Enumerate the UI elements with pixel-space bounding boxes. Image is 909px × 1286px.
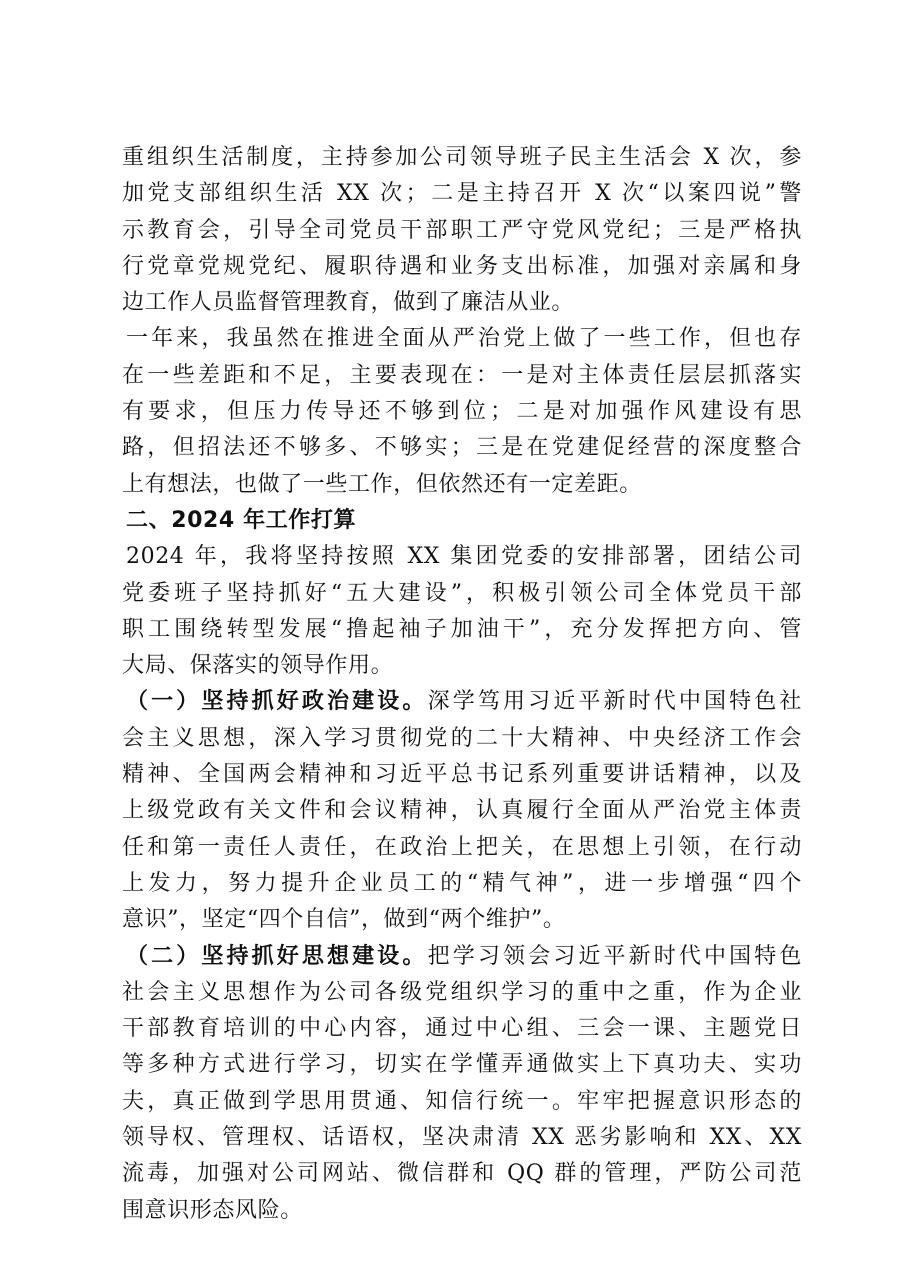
- text-line: 2024 年，我将坚持按照 XX 集团党委的安排部署，团结公司: [126, 544, 802, 570]
- paragraph-ideological-construction: [122, 939, 802, 1229]
- text-line: 在一些差距和不足，主要表现在：一是对主体责任层层抓落实: [122, 362, 802, 388]
- text-line: 干部教育培训的中心内容，通过中心组、三会一课、主题党日: [122, 1016, 802, 1042]
- paragraph-organization-life: [122, 140, 802, 321]
- text-line: [122, 684, 802, 720]
- text-line: [122, 939, 802, 975]
- text-line: 路，但招法还不够多、不够实；三是在党建促经营的深度整合: [122, 435, 802, 461]
- text-line: 精神、全国两会精神和习近平总书记系列重要讲话精神，以及: [122, 762, 802, 788]
- document-body: [122, 140, 802, 1229]
- subsection-title: （一）坚持抓好政治建设。: [126, 689, 428, 715]
- text-run: 把学习领会习近平新时代中国特色: [427, 943, 802, 969]
- text-line: 上发力，努力提升企业员工的“精气神”，进一步增强“四个: [122, 870, 802, 896]
- subsection-title: （二）坚持抓好思想建设。: [126, 943, 428, 969]
- paragraph-shortcomings: [122, 321, 802, 502]
- text-line: 示教育会，引导全司党员干部职工严守党风党纪；三是严格执: [122, 217, 802, 243]
- text-line: 党委班子坚持抓好“五大建设”，积极引领公司全体党员干部: [122, 580, 802, 606]
- text-run: 深学笃用习近平新时代中国特色社: [427, 689, 802, 715]
- text-line: 会主义思想，深入学习贯彻党的二十大精神、中央经济工作会: [122, 725, 802, 751]
- section-heading: 二、2024 年工作打算: [126, 507, 357, 533]
- text-line: 加党支部组织生活 XX 次；二是主持召开 X 次“以案四说”警: [122, 181, 802, 207]
- text-line: 大局、保落实的领导作用。: [122, 653, 394, 679]
- text-line: 上有想法，也做了一些工作，但依然还有一定差距。: [122, 471, 642, 497]
- text-line: 边工作人员监督管理教育，做到了廉洁从业。: [122, 290, 575, 316]
- text-line: 夫，真正做到学思用贯通、知信行统一。牢牢把握意识形态的: [122, 1088, 802, 1114]
- text-line: 任和第一责任人责任，在政治上把关，在思想上引领，在行动: [122, 834, 802, 860]
- text-line: 职工围绕转型发展“撸起袖子加油干”，充分发挥把方向、管: [122, 616, 802, 642]
- text-line: 社会主义思想作为公司各级党组织学习的重中之重，作为企业: [122, 979, 802, 1005]
- text-line: 领导权、管理权、话语权，坚决肃清 XX 恶劣影响和 XX、XX: [122, 1125, 802, 1151]
- text-line: 等多种方式进行学习，切实在学懂弄通做实上下真功夫、实功: [122, 1052, 802, 1078]
- text-line: 围意识形态风险。: [122, 1197, 303, 1223]
- text-line: 上级党政有关文件和会议精神，认真履行全面从严治党主体责: [122, 798, 802, 824]
- text-line: 有要求，但压力传导还不够到位；二是对加强作风建设有思: [122, 399, 802, 425]
- paragraph-political-construction: [122, 684, 802, 938]
- text-line: 重组织生活制度，主持参加公司领导班子民主生活会 X 次，参: [122, 145, 802, 170]
- text-line: 意识”，坚定“四个自信”，做到“两个维护”。: [122, 907, 566, 933]
- paragraph-2024-plan-intro: [122, 539, 802, 684]
- text-line: 流毒，加强对公司网站、微信群和 QQ 群的管理，严防公司范: [122, 1161, 802, 1187]
- text-line: 行党章党规党纪、履职待遇和业务支出标准，加强对亲属和身: [122, 253, 802, 279]
- text-line: 一年来，我虽然在推进全面从严治党上做了一些工作，但也存: [126, 326, 802, 352]
